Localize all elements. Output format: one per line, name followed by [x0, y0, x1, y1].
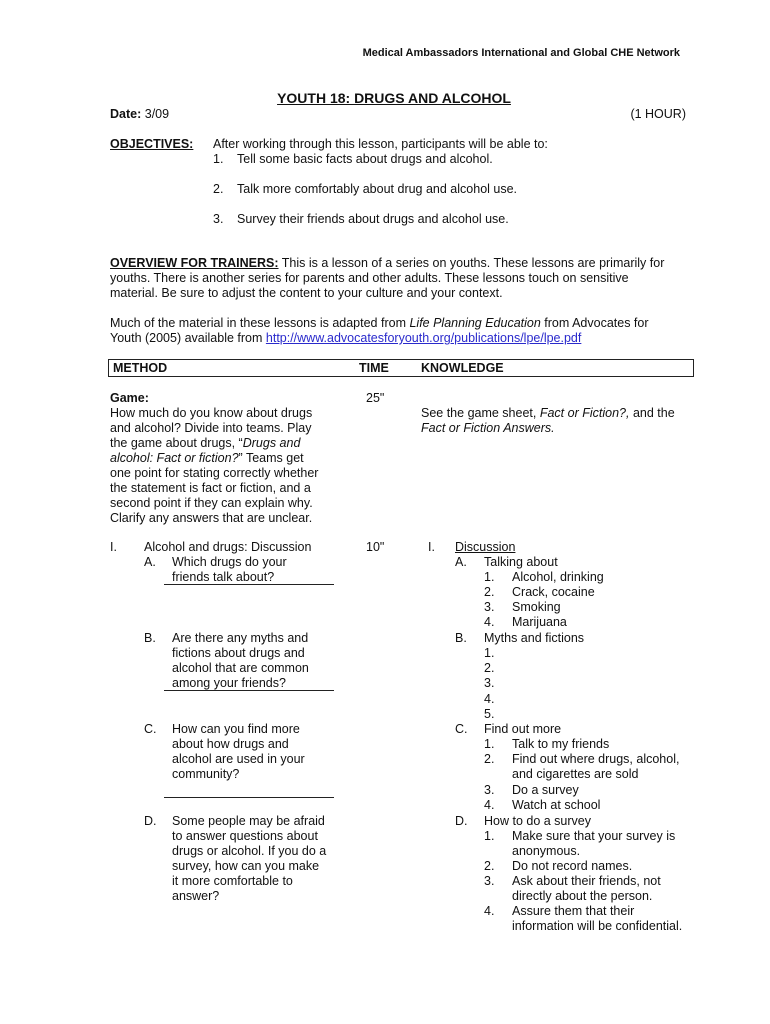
game-sheet-name: Fact or Fiction?, — [539, 406, 630, 420]
objective-3-num: 3. — [213, 212, 224, 226]
question-a-letter: A. — [144, 555, 156, 569]
knowledge-item-num: 3. — [484, 783, 495, 797]
knowledge-item-num: 2. — [484, 585, 495, 599]
objectives-intro: After working through this lesson, participants will be able to: — [213, 137, 548, 151]
date-line — [110, 107, 169, 121]
game-line: Clarify any answers that are unclear. — [110, 511, 313, 525]
knowledge-item-num: 4. — [484, 904, 495, 918]
knowledge-item-text: Marijuana — [512, 615, 567, 629]
knowledge-item-text: Assure them that their — [512, 904, 635, 918]
knowledge-item-num: 2. — [484, 752, 495, 766]
game-line: second point if they can explain why. — [110, 496, 313, 510]
question-b-rule — [164, 690, 334, 691]
section-1-knowledge-num: I. — [428, 540, 435, 554]
knowledge-item-num: 1. — [484, 570, 495, 584]
question-d-line: Some people may be afraid — [172, 814, 325, 828]
question-d-letter: D. — [144, 814, 157, 828]
question-c-rule — [164, 797, 334, 798]
game-line — [110, 436, 300, 451]
game-line: How much do you know about drugs — [110, 406, 313, 420]
source-link[interactable]: http://www.advocatesforyouth.org/publications/lpe/lpe.pdf — [265, 331, 582, 345]
section-1-num: I. — [110, 540, 117, 554]
section-1-title: Alcohol and drugs: Discussion — [144, 540, 312, 554]
objective-1-num: 1. — [213, 152, 224, 166]
overview-line-1 — [110, 256, 664, 271]
objective-2-text: Talk more comfortably about drug and alcohol use. — [237, 182, 518, 196]
knowledge-item-text: Do a survey — [512, 783, 579, 797]
knowledge-item-text: directly about the person. — [512, 889, 653, 903]
knowledge-item-num: 4. — [484, 798, 495, 812]
header-knowledge: KNOWLEDGE — [421, 361, 504, 375]
game-line-3-text: the game about drugs, “ — [110, 436, 243, 450]
question-c-line: about how drugs and — [172, 737, 289, 751]
game-line — [110, 451, 304, 466]
source-line-2 — [110, 331, 581, 346]
date-label: Date: — [110, 107, 142, 121]
knowledge-a-letter: A. — [455, 555, 467, 569]
source-line-1 — [110, 316, 649, 331]
page-title: YOUTH 18: DRUGS AND ALCOHOL — [277, 90, 511, 106]
question-d-line: drugs or alcohol. If you do a — [172, 844, 327, 858]
game-line-4-text: ” Teams get — [238, 451, 304, 465]
knowledge-b-title: Myths and fictions — [484, 631, 585, 645]
question-a-line: Which drugs do your — [172, 555, 287, 569]
game-knowledge-line-1 — [421, 406, 675, 421]
knowledge-item-num: 1. — [484, 737, 495, 751]
knowledge-c-title: Find out more — [484, 722, 562, 736]
question-c-letter: C. — [144, 722, 157, 736]
question-b-line: fictions about drugs and — [172, 646, 305, 660]
section-1-knowledge-title: Discussion — [455, 540, 516, 554]
header-method: METHOD — [113, 361, 168, 375]
game-name-part-2: alcohol: Fact or fiction? — [110, 451, 239, 465]
knowledge-item-text: Talk to my friends — [512, 737, 610, 751]
header-org: Medical Ambassadors International and Global CHE Network — [362, 47, 680, 59]
question-a-line: friends talk about? — [172, 570, 275, 584]
game-time: 25" — [366, 391, 385, 405]
knowledge-d-letter: D. — [455, 814, 468, 828]
knowledge-item-num: 3. — [484, 676, 495, 690]
header-time: TIME — [359, 361, 389, 375]
game-title: Game: — [110, 391, 149, 405]
source-text-post: from Advocates for — [540, 316, 649, 330]
duration: (1 HOUR) — [630, 107, 686, 121]
table-header — [108, 359, 694, 377]
knowledge-item-text: anonymous. — [512, 844, 581, 858]
objective-1-text: Tell some basic facts about drugs and alcohol. — [237, 152, 493, 166]
knowledge-item-text: Smoking — [512, 600, 561, 614]
game-line: one point for stating correctly whether — [110, 466, 319, 480]
knowledge-item-num: 2. — [484, 661, 495, 675]
game-line: the statement is fact or fiction, and a — [110, 481, 311, 495]
question-b-line: among your friends? — [172, 676, 286, 690]
question-b-letter: B. — [144, 631, 156, 645]
source-book-title: Life Planning Education — [409, 316, 541, 330]
overview-line-3: material. Be sure to adjust the content to your culture and your context. — [110, 286, 503, 300]
knowledge-item-text: Find out where drugs, alcohol, — [512, 752, 680, 766]
question-c-line: alcohol are used in your — [172, 752, 305, 766]
source-text-pre: Much of the material in these lessons is adapted from — [110, 316, 410, 330]
knowledge-item-num: 1. — [484, 646, 495, 660]
question-b-line: alcohol that are common — [172, 661, 309, 675]
knowledge-c-letter: C. — [455, 722, 468, 736]
date-value: 3/09 — [144, 107, 170, 121]
knowledge-item-text: Crack, cocaine — [512, 585, 595, 599]
question-d-line: it more comfortable to — [172, 874, 293, 888]
game-knowledge-post: and the — [629, 406, 675, 420]
knowledge-item-num: 2. — [484, 859, 495, 873]
objectives-label: OBJECTIVES: — [110, 137, 194, 151]
question-a-rule — [164, 584, 334, 585]
knowledge-item-text: Watch at school — [512, 798, 601, 812]
question-d-line: survey, how can you make — [172, 859, 320, 873]
source-text-2: Youth (2005) available from — [110, 331, 266, 345]
knowledge-item-text: Make sure that your survey is — [512, 829, 676, 843]
question-c-line: community? — [172, 767, 240, 781]
overview-line-2: youths. There is another series for parents and other adults. These lessons touch on sensitive — [110, 271, 629, 285]
section-1-time: 10" — [366, 540, 385, 554]
game-line: and alcohol? Divide into teams. Play — [110, 421, 312, 435]
game-knowledge-pre: See the game sheet, — [421, 406, 540, 420]
knowledge-d-title: How to do a survey — [484, 814, 591, 828]
knowledge-item-num: 5. — [484, 707, 495, 721]
knowledge-item-text: Do not record names. — [512, 859, 633, 873]
objective-2-num: 2. — [213, 182, 224, 196]
knowledge-item-text: Ask about their friends, not — [512, 874, 661, 888]
knowledge-item-num: 3. — [484, 600, 495, 614]
knowledge-b-letter: B. — [455, 631, 467, 645]
knowledge-item-text: Alcohol, drinking — [512, 570, 604, 584]
knowledge-item-text: information will be confidential. — [512, 919, 683, 933]
question-b-line: Are there any myths and — [172, 631, 309, 645]
objective-3-text: Survey their friends about drugs and alcohol use. — [237, 212, 509, 226]
knowledge-item-num: 4. — [484, 615, 495, 629]
knowledge-item-num: 4. — [484, 692, 495, 706]
question-d-line: to answer questions about — [172, 829, 318, 843]
overview-label: OVERVIEW FOR TRAINERS: — [110, 256, 279, 270]
knowledge-item-num: 3. — [484, 874, 495, 888]
question-d-line: answer? — [172, 889, 220, 903]
knowledge-item-num: 1. — [484, 829, 495, 843]
knowledge-item-text: and cigarettes are sold — [512, 767, 639, 781]
knowledge-a-title: Talking about — [484, 555, 558, 569]
overview-text-1: This is a lesson of a series on youths. These lessons are primarily for — [278, 256, 665, 270]
game-answers-name: Fact or Fiction Answers. — [421, 421, 555, 435]
game-name-part-1: Drugs and — [242, 436, 301, 450]
question-c-line: How can you find more — [172, 722, 300, 736]
